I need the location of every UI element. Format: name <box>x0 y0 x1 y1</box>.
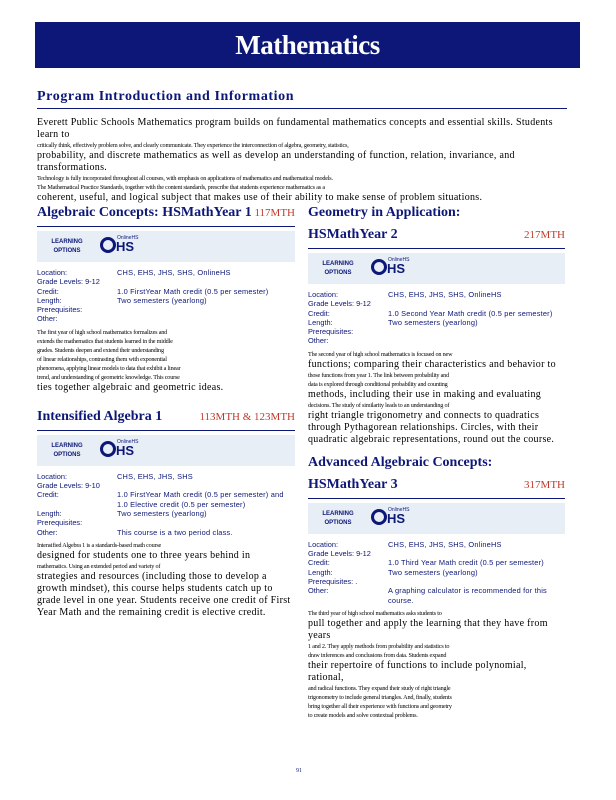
meta-value: 1.0 FirstYear Math credit (0.5 per semester) <box>117 286 269 296</box>
meta-key: Credit: <box>37 490 59 500</box>
description-line: of linear relationships, contrasting them with exponential <box>37 355 167 363</box>
description-line: ties together algebraic and geometric ideas. <box>37 381 224 393</box>
meta-row <box>37 490 295 509</box>
course-title-line: Geometry in Application: <box>308 205 461 220</box>
meta-key: Grade Levels: 9-12 <box>308 299 371 309</box>
learning-options-label-line: LEARNING <box>51 239 83 245</box>
course-title <box>308 202 565 246</box>
intro-line: Technology is fully incorporated throughout all courses, with emphasis on applications of mathematics and mathematical models. <box>37 175 333 182</box>
column-right <box>308 202 565 720</box>
meta-row <box>308 558 565 567</box>
description-line: extends the mathematics that students learned in the middle <box>37 337 173 345</box>
meta-key: Other: <box>308 336 329 346</box>
learning-options-bar <box>308 503 565 534</box>
course-description <box>308 609 565 720</box>
intro-text <box>37 117 567 204</box>
meta-row <box>37 481 295 490</box>
learning-options-label-line: OPTIONS <box>53 248 81 254</box>
course-code: 317MTH <box>524 478 565 491</box>
online-hs-logo-small: OnlineHS <box>388 506 410 513</box>
description-line: data is explored through conditional probability and counting <box>308 380 448 388</box>
intro-line: Everett Public Schools Mathematics program builds on fundamental mathematics concepts and essential skills. Students learn to <box>37 117 553 140</box>
course-rule <box>37 226 295 227</box>
online-hs-logo-small: OnlineHS <box>388 257 410 263</box>
learning-options-label <box>320 260 356 278</box>
learning-options-label-line: LEARNING <box>322 510 354 517</box>
intro-line: The Mathematical Practice Standards, together with the content standards, prescribe that students experience mathematics as a <box>37 184 325 191</box>
course-title-text: HSMathYear 3 <box>308 476 398 492</box>
description-line: The third year of high school mathematics asks students to <box>308 609 442 617</box>
meta-value <box>117 277 295 286</box>
course-title-line <box>308 224 565 246</box>
online-hs-logo-big: HS <box>116 239 135 254</box>
meta-value <box>117 518 295 527</box>
description-line: Intensified Algebra 1 is a standards-based math course <box>37 541 162 549</box>
intro-rule <box>37 108 567 109</box>
meta-row <box>308 549 565 558</box>
course-description <box>37 328 295 394</box>
course-block <box>37 202 295 394</box>
meta-key: Credit: <box>308 308 330 318</box>
meta-value <box>117 305 295 314</box>
course-meta <box>37 268 295 324</box>
description-line: The second year of high school mathematics is focused on new <box>308 350 453 358</box>
course-code: 217MTH <box>524 229 565 241</box>
online-hs-logo <box>371 257 411 279</box>
learning-options-bar <box>37 231 295 262</box>
meta-value: 1.0 Third Year Math credit (0.5 per semester) <box>388 558 544 568</box>
meta-key: Other: <box>37 527 58 537</box>
meta-key: Length: <box>308 317 333 327</box>
description-line: functions; comparing their characteristics and behavior to <box>308 358 556 370</box>
meta-value: A graphing calculator is recommended for this course. <box>388 586 547 605</box>
meta-row <box>308 290 565 299</box>
online-hs-logo-big: HS <box>387 510 406 526</box>
meta-value: Two semesters (yearlong) <box>117 295 207 305</box>
description-line: 1 and 2. They apply methods from probability and statistics to <box>308 642 450 650</box>
course-rule <box>37 430 295 431</box>
description-line: decisions. The study of similarity leads to an understanding of <box>308 401 450 409</box>
meta-row <box>308 586 565 605</box>
page-banner <box>35 22 580 68</box>
learning-options-label <box>49 238 85 256</box>
meta-key: Prerequisites: <box>37 518 83 528</box>
meta-row <box>37 472 295 481</box>
online-hs-logo-ring <box>100 441 116 457</box>
description-line: right triangle trigonometry and connects to quadratics through Pythagorean relationships. Circles, with their quadratic algebraic representations, round out the course. <box>308 409 555 445</box>
meta-key: Location: <box>308 290 338 299</box>
meta-key: Location: <box>37 268 67 277</box>
description-line: pull together and apply the learning that they have from years <box>308 617 548 641</box>
meta-row <box>308 318 565 327</box>
online-hs-logo-ring <box>371 259 387 275</box>
description-line: The first year of high school mathematics formalizes and <box>37 328 168 336</box>
meta-key: Prerequisites: . <box>308 576 358 586</box>
learning-options-label-line: OPTIONS <box>324 270 352 276</box>
meta-value: Two semesters (yearlong) <box>117 508 207 518</box>
description-line: draw inferences and conclusions from data. Students expand <box>308 651 447 659</box>
meta-value: This course is a two period class. <box>117 527 233 537</box>
course-meta <box>308 540 565 605</box>
description-line: those functions from year 1. The link between probability and <box>308 371 449 379</box>
online-hs-logo-ring <box>100 237 116 253</box>
meta-key: Length: <box>308 567 333 577</box>
description-line: mathematics. Using an extended period and variety of <box>37 562 161 570</box>
meta-key: Other: <box>308 586 329 596</box>
meta-key: Other: <box>37 314 58 324</box>
meta-row <box>37 509 295 518</box>
meta-key: Prerequisites: <box>37 305 83 315</box>
course-title-text: Algebraic Concepts: HSMathYear 1 <box>37 205 252 220</box>
course-title <box>37 202 295 224</box>
online-hs-logo-small: OnlineHS <box>117 438 139 445</box>
course-description <box>308 350 565 446</box>
course-block <box>308 202 565 446</box>
course-title-text: HSMathYear 2 <box>308 227 398 242</box>
course-block <box>37 406 295 619</box>
description-line: and radical functions. They expand their study of right triangle <box>308 684 451 692</box>
online-hs-logo-ring <box>371 509 387 525</box>
intro-line: probability, and discrete mathematics as well as develop an understanding of function, relation, invariance, and transformations. <box>37 150 515 173</box>
meta-value <box>388 327 565 336</box>
meta-key: Grade Levels: 9-12 <box>37 277 100 287</box>
page-number: 91 <box>296 768 302 774</box>
meta-value: 1.0 FirstYear Math credit (0.5 per semester) and 1.0 Elective credit (0.5 per semester) <box>117 490 284 509</box>
meta-row <box>37 287 295 296</box>
learning-options-label-line: LEARNING <box>322 261 354 267</box>
meta-row <box>308 540 565 549</box>
meta-value <box>388 336 565 345</box>
meta-value: 1.0 Second Year Math credit (0.5 per semester) <box>388 308 553 318</box>
online-hs-logo <box>100 439 140 461</box>
meta-row <box>308 327 565 336</box>
course-description <box>37 541 295 619</box>
meta-row <box>37 277 295 286</box>
description-line: to create models and solve contextual problems. <box>308 711 418 719</box>
course-rule <box>308 498 565 499</box>
meta-row <box>37 268 295 277</box>
meta-value <box>388 549 565 558</box>
meta-row <box>308 309 565 318</box>
learning-options-label-line: OPTIONS <box>324 519 352 526</box>
meta-value <box>388 577 565 586</box>
meta-value: Two semesters (yearlong) <box>388 567 478 577</box>
meta-row <box>308 299 565 308</box>
description-line: their repertoire of functions to include polynomial, rational, <box>308 659 527 683</box>
learning-options-label-line: OPTIONS <box>53 451 81 458</box>
meta-row <box>37 314 295 323</box>
description-line: methods, including their use in making and evaluating <box>308 388 542 400</box>
meta-row <box>37 305 295 314</box>
learning-options-label <box>320 510 356 528</box>
intro-line: critically think, effectively problem solve, and clearly communicate. They experience the interconnection of algebra, geometry, statistics, <box>37 142 349 149</box>
meta-value <box>117 481 295 490</box>
description-line: grades. Students deepen and extend their understanding <box>37 346 164 354</box>
meta-key: Credit: <box>37 286 59 296</box>
learning-options-bar <box>37 435 295 466</box>
meta-key: Length: <box>37 508 62 518</box>
meta-key: Prerequisites: <box>308 327 354 337</box>
course-code: 113MTH & 123MTH <box>199 410 295 423</box>
meta-value: CHS, EHS, JHS, SHS, OnlineHS <box>117 268 231 277</box>
page-title: Mathematics <box>235 30 380 60</box>
intro-heading: Program Introduction and Information <box>37 89 295 104</box>
online-hs-logo-big: HS <box>387 261 406 276</box>
online-hs-logo-big: HS <box>116 442 135 458</box>
learning-options-label <box>49 442 85 460</box>
meta-row <box>37 296 295 305</box>
meta-value: CHS, EHS, JHS, SHS, OnlineHS <box>388 290 502 299</box>
description-line: strategies and resources (including those to develop a growth mindset), this course helps students catch up to grade level in one year. Students receive one credit of First Year Math and the remaining credit is elective credit. <box>37 570 291 618</box>
meta-key: Length: <box>37 295 62 305</box>
course-title-line <box>308 474 565 496</box>
learning-options-bar <box>308 253 565 284</box>
course-meta <box>37 472 295 537</box>
online-hs-logo <box>100 235 140 257</box>
online-hs-logo <box>371 507 411 529</box>
online-hs-logo-small: OnlineHS <box>117 235 139 241</box>
meta-value: CHS, EHS, JHS, SHS, OnlineHS <box>388 539 502 549</box>
meta-value <box>388 299 565 308</box>
course-title <box>308 452 565 496</box>
meta-key: Grade Levels: 9-10 <box>37 481 100 491</box>
meta-key: Location: <box>308 539 338 549</box>
course-block <box>308 452 565 720</box>
description-line: trend, and understanding of geometric knowledge. This course <box>37 373 180 381</box>
description-line: bring together all their experience with functions and geometry <box>308 702 452 710</box>
meta-value: CHS, EHS, JHS, SHS <box>117 471 193 481</box>
course-title-text: Intensified Algebra 1 <box>37 408 163 424</box>
description-line: trigonometry to include general triangles. And, finally, students <box>308 693 452 701</box>
meta-row <box>308 568 565 577</box>
meta-value <box>117 314 295 323</box>
column-left <box>37 202 295 619</box>
meta-key: Location: <box>37 471 67 481</box>
course-title <box>37 406 295 428</box>
meta-row <box>308 577 565 586</box>
meta-key: Credit: <box>308 558 330 568</box>
meta-value: Two semesters (yearlong) <box>388 317 478 327</box>
course-title-line: Advanced Algebraic Concepts: <box>308 454 493 470</box>
course-meta <box>308 290 565 346</box>
course-rule <box>308 248 565 249</box>
course-code: 117MTH <box>254 207 295 219</box>
meta-row <box>37 528 295 537</box>
intro-line: coherent, useful, and logical subject that makes use of their ability to make sense of problem situations. <box>37 192 483 203</box>
meta-key: Grade Levels: 9-12 <box>308 549 371 559</box>
meta-row <box>308 336 565 345</box>
learning-options-label-line: LEARNING <box>51 442 83 449</box>
description-line: phenomena, applying linear models to data that exhibit a linear <box>37 364 181 372</box>
description-line: designed for students one to three years behind in <box>37 549 251 561</box>
meta-row <box>37 518 295 527</box>
